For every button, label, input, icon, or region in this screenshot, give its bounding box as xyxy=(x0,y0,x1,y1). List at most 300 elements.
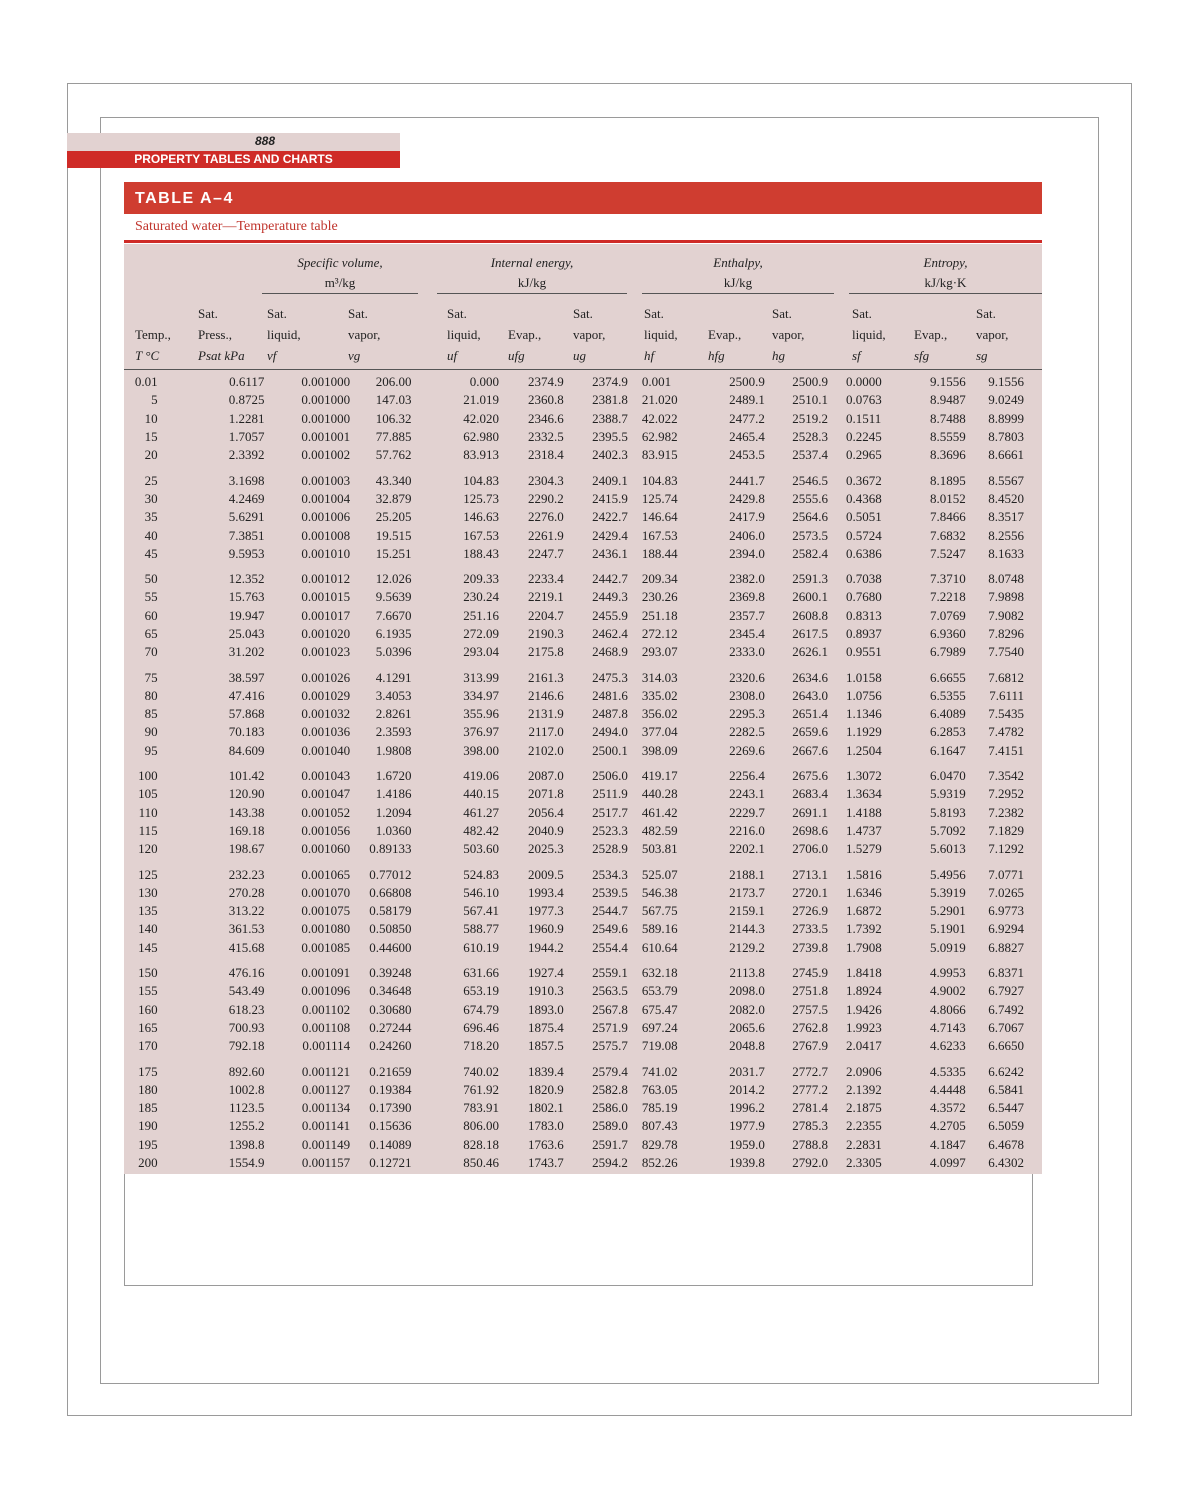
table-cell: 70 xyxy=(144,644,158,660)
table-cell: 2781.4 xyxy=(792,1100,828,1116)
table-cell: 6.7927 xyxy=(988,983,1024,999)
table-cell: 2009.5 xyxy=(528,866,564,882)
table-cell: 40 xyxy=(144,527,158,543)
row-group-gap xyxy=(124,1055,1042,1062)
table-cell: 0.66808 xyxy=(369,884,412,900)
table-cell: 165 xyxy=(138,1019,158,1035)
table-cell: 8.9487 xyxy=(929,392,966,408)
table-cell: 9.5953 xyxy=(228,545,265,561)
table-cell: 1960.9 xyxy=(528,921,564,937)
table-cell: 104.83 xyxy=(463,472,499,488)
table-cell: 2229.7 xyxy=(729,804,765,820)
table-cell: 0.44600 xyxy=(369,939,412,955)
table-cell: 785.19 xyxy=(641,1100,678,1116)
table-row xyxy=(124,767,1042,785)
table-cell: 2071.8 xyxy=(528,786,564,802)
table-cell: 0.6386 xyxy=(846,545,882,561)
table-cell: 356.02 xyxy=(641,706,678,722)
table-cell: 2441.7 xyxy=(729,472,765,488)
column-header-ug-line3: ug xyxy=(573,348,586,363)
table-cell: 0.001008 xyxy=(301,527,351,543)
table-cell: 2534.3 xyxy=(592,866,628,882)
table-cell: 2675.6 xyxy=(792,768,828,784)
table-cell: 5.2901 xyxy=(929,903,966,919)
table-cell: 84.609 xyxy=(228,742,265,758)
table-cell: 0.89133 xyxy=(369,841,412,857)
table-cell: 7.8466 xyxy=(929,509,966,525)
table-cell: 2582.4 xyxy=(792,545,828,561)
table-cell: 829.78 xyxy=(641,1136,678,1152)
table-row xyxy=(124,920,1042,938)
table-cell: 206.00 xyxy=(375,374,412,390)
table-row xyxy=(124,428,1042,446)
table-cell: 7.1829 xyxy=(988,822,1024,838)
table-cell: 2517.7 xyxy=(592,804,628,820)
table-cell: 5.9319 xyxy=(929,786,966,802)
table-cell: 2539.5 xyxy=(592,884,628,900)
table-cell: 2394.0 xyxy=(729,545,765,561)
table-cell: 461.42 xyxy=(641,804,678,820)
table-cell: 2772.7 xyxy=(792,1063,828,1079)
table-cell: 170 xyxy=(138,1038,158,1054)
table-cell: 1.1929 xyxy=(846,724,882,740)
table-cell: 1993.4 xyxy=(528,884,564,900)
table-cell: 2113.8 xyxy=(729,965,765,981)
table-cell: 2360.8 xyxy=(528,392,564,408)
table-cell: 2.2355 xyxy=(846,1118,882,1134)
table-row xyxy=(124,471,1042,489)
table-cell: 2579.4 xyxy=(592,1063,628,1079)
table-row xyxy=(124,570,1042,588)
table-cell: 0.001065 xyxy=(301,866,351,882)
table-cell: 2555.6 xyxy=(792,490,828,506)
column-header-temp-line2: Temp., xyxy=(135,327,171,342)
table-cell: 2.3392 xyxy=(228,447,265,463)
table-cell: 147.03 xyxy=(375,392,412,408)
table-cell: 185 xyxy=(138,1100,158,1116)
table-cell: 4.8066 xyxy=(929,1001,966,1017)
table-cell: 2442.7 xyxy=(592,571,628,587)
page-number-strip xyxy=(67,133,400,151)
table-cell: 2698.6 xyxy=(792,822,828,838)
table-cell: 2082.0 xyxy=(729,1001,765,1017)
table-cell: 6.7067 xyxy=(988,1019,1024,1035)
table-cell: 2600.1 xyxy=(792,589,828,605)
table-cell: 9.1556 xyxy=(929,374,966,390)
table-cell: 2374.9 xyxy=(592,374,628,390)
table-cell: 2455.9 xyxy=(592,607,628,623)
table-cell: 65 xyxy=(144,626,158,641)
column-header-hf-line2: liquid, xyxy=(644,327,678,342)
table-cell: 2256.4 xyxy=(729,768,765,784)
table-cell: 0.001096 xyxy=(301,983,351,999)
table-cell: 43.340 xyxy=(375,472,412,488)
header-bottom-rule xyxy=(124,369,1042,370)
table-cell: 5.6013 xyxy=(929,841,966,857)
table-cell: 0.24260 xyxy=(369,1038,412,1054)
table-cell: 105 xyxy=(138,786,158,802)
table-cell: 1.5279 xyxy=(846,841,882,857)
table-cell: 2233.4 xyxy=(528,571,564,587)
table-cell: 0.14089 xyxy=(369,1136,412,1152)
table-cell: 0.001085 xyxy=(301,939,351,955)
table-cell: 2589.0 xyxy=(592,1118,628,1134)
table-cell: 180 xyxy=(138,1081,158,1097)
table-cell: 2098.0 xyxy=(729,983,765,999)
column-header-vg-line2: vapor, xyxy=(348,327,381,342)
table-cell: 2247.7 xyxy=(528,545,564,561)
table-cell: 2475.3 xyxy=(592,669,628,685)
table-cell: 0.001002 xyxy=(301,447,351,463)
table-cell: 1996.2 xyxy=(729,1100,765,1116)
table-cell: 6.5355 xyxy=(929,687,966,703)
table-cell: 696.46 xyxy=(463,1019,499,1035)
table-cell: 7.7540 xyxy=(988,644,1024,660)
table-cell: 2422.7 xyxy=(592,509,628,525)
table-cell: 0.8725 xyxy=(228,392,265,408)
table-cell: 293.04 xyxy=(463,644,499,660)
table-cell: 313.99 xyxy=(463,669,499,685)
table-row xyxy=(124,1099,1042,1117)
table-cell: 1.0756 xyxy=(846,687,882,703)
table-cell: 5.7092 xyxy=(929,822,966,838)
table-cell: 0.001020 xyxy=(301,626,351,641)
table-row xyxy=(124,1117,1042,1135)
table-cell: 1.8924 xyxy=(846,983,882,999)
table-row xyxy=(124,723,1042,741)
table-cell: 2564.6 xyxy=(792,509,828,525)
table-row xyxy=(124,391,1042,409)
table-cell: 361.53 xyxy=(228,921,265,937)
table-cell: 806.00 xyxy=(463,1118,499,1134)
table-cell: 1802.1 xyxy=(528,1100,564,1116)
table-cell: 1.9923 xyxy=(846,1019,882,1035)
table-cell: 0.7680 xyxy=(846,589,882,605)
table-cell: 50 xyxy=(144,571,158,587)
table-cell: 5.0396 xyxy=(375,644,412,660)
table-cell: 0.001006 xyxy=(301,509,351,525)
table-cell: 167.53 xyxy=(641,527,678,543)
table-cell: 2.1875 xyxy=(846,1100,882,1116)
table-cell: 1820.9 xyxy=(528,1081,564,1097)
table-cell: 0.001017 xyxy=(301,607,351,623)
table-cell: 6.2853 xyxy=(929,724,966,740)
group-header-unit: kJ/kg·K xyxy=(924,275,967,290)
table-cell: 0.001149 xyxy=(301,1136,351,1152)
row-group-gap xyxy=(124,858,1042,865)
table-cell: 2481.6 xyxy=(592,687,628,703)
table-cell: 143.38 xyxy=(228,804,265,820)
table-cell: 4.0997 xyxy=(929,1155,966,1171)
running-head: PROPERTY TABLES AND CHARTS xyxy=(67,151,400,168)
table-cell: 4.2469 xyxy=(228,490,265,506)
table-cell: 6.9360 xyxy=(929,626,966,641)
table-cell: 2573.5 xyxy=(792,527,828,543)
table-cell: 125.73 xyxy=(463,490,499,506)
table-cell: 1002.8 xyxy=(228,1081,265,1097)
table-cell: 20 xyxy=(144,447,158,463)
table-cell: 25.205 xyxy=(375,509,412,525)
table-cell: 7.4151 xyxy=(988,742,1024,758)
table-cell: 610.19 xyxy=(463,939,499,955)
table-cell: 1.2281 xyxy=(228,410,265,426)
table-cell: 850.46 xyxy=(463,1155,499,1171)
table-cell: 106.32 xyxy=(375,410,412,426)
table-cell: 0.34648 xyxy=(369,983,412,999)
table-cell: 35 xyxy=(144,509,158,525)
column-header-vf-line1: Sat. xyxy=(267,306,287,321)
table-cell: 5.6291 xyxy=(228,509,265,525)
table-cell: 7.6111 xyxy=(989,687,1024,703)
table-cell: 1.5816 xyxy=(846,866,882,882)
table-cell: 7.9898 xyxy=(988,589,1024,605)
table-cell: 419.17 xyxy=(641,768,678,784)
table-cell: 62.982 xyxy=(641,429,678,445)
table-cell: 4.4448 xyxy=(929,1081,966,1097)
table-cell: 0.27244 xyxy=(369,1019,412,1035)
table-cell: 0.001052 xyxy=(301,804,351,820)
table-cell: 4.5335 xyxy=(929,1063,966,1079)
table-cell: 2243.1 xyxy=(729,786,765,802)
table-cell: 2374.9 xyxy=(528,374,564,390)
table-cell: 2304.3 xyxy=(528,472,564,488)
table-row xyxy=(124,588,1042,606)
table-cell: 2429.4 xyxy=(592,527,628,543)
table-cell: 230.26 xyxy=(641,589,678,605)
table-cell: 57.868 xyxy=(228,706,265,722)
table-cell: 1977.3 xyxy=(528,903,564,919)
table-cell: 1.3634 xyxy=(846,786,882,802)
table-cell: 57.762 xyxy=(375,447,412,463)
table-cell: 0.001015 xyxy=(301,589,351,605)
group-header-enthalpy xyxy=(642,253,834,293)
group-header-title: Specific volume, xyxy=(297,255,383,270)
table-cell: 1.0158 xyxy=(846,669,882,685)
table-cell: 524.83 xyxy=(463,866,499,882)
table-cell: 0.4368 xyxy=(846,490,882,506)
table-cell: 7.6832 xyxy=(929,527,966,543)
column-header-sf-line2: liquid, xyxy=(852,327,886,342)
table-cell: 2308.0 xyxy=(729,687,765,703)
table-cell: 0.001000 xyxy=(301,410,351,426)
table-cell: 2683.4 xyxy=(792,786,828,802)
table-cell: 1763.6 xyxy=(528,1136,564,1152)
table-cell: 2332.5 xyxy=(528,429,564,445)
table-cell: 0.77012 xyxy=(369,866,412,882)
table-cell: 0.7038 xyxy=(846,571,882,587)
table-cell: 75 xyxy=(144,669,158,685)
table-cell: 0.001141 xyxy=(301,1118,351,1134)
column-header-ug-line2: vapor, xyxy=(573,327,606,342)
table-cell: 0.2245 xyxy=(846,429,882,445)
table-cell: 15 xyxy=(144,429,158,445)
table-cell: 2117.0 xyxy=(528,724,564,740)
table-row xyxy=(124,625,1042,643)
group-header-internal-energy xyxy=(437,253,627,293)
table-cell: 0.001023 xyxy=(301,644,351,660)
table-cell: 1.6872 xyxy=(846,903,882,919)
table-cell: 2345.4 xyxy=(729,626,765,641)
table-cell: 0.50850 xyxy=(369,921,412,937)
table-row xyxy=(124,1081,1042,1099)
table-cell: 169.18 xyxy=(228,822,265,838)
table-cell: 55 xyxy=(144,589,158,605)
table-cell: 7.3542 xyxy=(988,768,1024,784)
table-cell: 8.3517 xyxy=(988,509,1024,525)
table-cell: 12.352 xyxy=(228,571,265,587)
table-cell: 1554.9 xyxy=(228,1155,265,1171)
table-cell: 2659.6 xyxy=(792,724,828,740)
table-cell: 2554.4 xyxy=(592,939,628,955)
table-cell: 2219.1 xyxy=(528,589,564,605)
table-cell: 2048.8 xyxy=(729,1038,765,1054)
table-cell: 7.0265 xyxy=(988,884,1024,900)
table-row xyxy=(124,785,1042,803)
table-cell: 7.5247 xyxy=(929,545,966,561)
table-cell: 2523.3 xyxy=(592,822,628,838)
table-cell: 47.416 xyxy=(228,687,265,703)
table-cell: 461.27 xyxy=(463,804,499,820)
table-cell: 2.0906 xyxy=(846,1063,882,1079)
table-row xyxy=(124,1037,1042,1055)
table-cell: 2402.3 xyxy=(592,447,628,463)
group-rule-entropy xyxy=(849,293,1042,294)
table-cell: 2651.4 xyxy=(792,706,828,722)
table-cell: 6.1935 xyxy=(375,626,412,641)
table-cell: 2667.6 xyxy=(792,742,828,758)
table-cell: 10 xyxy=(144,410,158,426)
group-header-unit: kJ/kg xyxy=(723,275,753,290)
table-cell: 0.8937 xyxy=(846,626,882,641)
table-cell: 2395.5 xyxy=(592,429,628,445)
table-row xyxy=(124,804,1042,822)
column-header-hg-line3: hg xyxy=(772,348,785,363)
table-cell: 83.913 xyxy=(463,447,499,463)
table-cell: 2544.7 xyxy=(592,903,628,919)
table-cell: 2129.2 xyxy=(729,939,765,955)
table-cell: 1910.3 xyxy=(528,983,564,999)
table-id-banner: TABLE A–4 xyxy=(124,182,1042,214)
table-cell: 95 xyxy=(144,742,158,758)
table-cell: 90 xyxy=(144,724,158,740)
column-header-sg-line1: Sat. xyxy=(976,306,996,321)
table-cell: 2025.3 xyxy=(528,841,564,857)
table-cell: 2276.0 xyxy=(528,509,564,525)
table-cell: 2261.9 xyxy=(528,527,564,543)
column-header-hfg-line2: Evap., xyxy=(708,327,742,342)
page-number: 888 xyxy=(255,134,276,148)
table-row xyxy=(124,705,1042,723)
table-cell: 2713.1 xyxy=(792,866,828,882)
table-cell: 9.0249 xyxy=(988,392,1024,408)
table-cell: 1255.2 xyxy=(228,1118,265,1134)
table-cell: 8.5567 xyxy=(988,472,1024,488)
table-cell: 175 xyxy=(138,1063,158,1079)
table-cell: 503.60 xyxy=(463,841,499,857)
table-cell: 19.515 xyxy=(375,527,412,543)
table-cell: 618.23 xyxy=(228,1001,265,1017)
table-cell: 2.8261 xyxy=(375,706,412,722)
table-cell: 588.77 xyxy=(463,921,499,937)
table-row xyxy=(124,508,1042,526)
table-cell: 2762.8 xyxy=(792,1019,828,1035)
group-header-unit: kJ/kg xyxy=(517,275,547,290)
table-cell: 1783.0 xyxy=(528,1118,564,1134)
table-cell: 419.06 xyxy=(463,768,499,784)
column-header-vf-line3: vf xyxy=(267,348,277,363)
table-row xyxy=(124,687,1042,705)
table-cell: 0.19384 xyxy=(369,1081,412,1097)
table-cell: 0.001075 xyxy=(301,903,351,919)
table-row xyxy=(124,982,1042,1000)
table-cell: 2173.7 xyxy=(729,884,765,900)
table-cell: 5.8193 xyxy=(929,804,966,820)
table-cell: 792.18 xyxy=(228,1038,265,1054)
table-cell: 272.12 xyxy=(641,626,678,641)
table-cell: 8.7488 xyxy=(929,410,966,426)
table-cell: 2519.2 xyxy=(792,410,828,426)
table-row xyxy=(124,1001,1042,1019)
table-row xyxy=(124,939,1042,957)
table-cell: 0.001080 xyxy=(301,921,351,937)
table-cell: 6.5841 xyxy=(988,1081,1024,1097)
table-cell: 272.09 xyxy=(463,626,499,641)
table-row xyxy=(124,643,1042,661)
table-caption: Saturated water—Temperature table xyxy=(135,219,338,234)
table-cell: 0.6117 xyxy=(229,374,265,390)
table-cell: 6.5447 xyxy=(988,1100,1024,1116)
table-cell: 6.9294 xyxy=(988,921,1024,937)
table-cell: 9.5639 xyxy=(375,589,412,605)
table-cell: 6.5059 xyxy=(988,1118,1024,1134)
table-cell: 3.4053 xyxy=(375,687,412,703)
table-cell: 4.6233 xyxy=(929,1038,966,1054)
table-cell: 2591.3 xyxy=(792,571,828,587)
table-cell: 2643.0 xyxy=(792,687,828,703)
table-cell: 6.8827 xyxy=(988,939,1024,955)
table-cell: 1.9808 xyxy=(375,742,412,758)
table-cell: 567.41 xyxy=(463,903,499,919)
table-row xyxy=(124,865,1042,883)
table-cell: 355.96 xyxy=(463,706,499,722)
table-cell: 0.39248 xyxy=(369,965,412,981)
table-cell: 2720.1 xyxy=(792,884,828,900)
table-cell: 2582.8 xyxy=(592,1081,628,1097)
table-cell: 6.8371 xyxy=(988,965,1024,981)
table-cell: 610.64 xyxy=(641,939,678,955)
table-cell: 398.00 xyxy=(463,742,499,758)
row-group-gap xyxy=(124,957,1042,964)
table-cell: 0.001029 xyxy=(301,687,351,703)
table-cell: 2269.6 xyxy=(729,742,765,758)
caption-rule xyxy=(124,240,1042,243)
table-cell: 25 xyxy=(144,472,158,488)
table-cell: 6.0470 xyxy=(929,768,966,784)
row-group-gap xyxy=(124,563,1042,570)
table-cell: 0.001060 xyxy=(301,841,351,857)
table-cell: 632.18 xyxy=(641,965,678,981)
table-cell: 2031.7 xyxy=(729,1063,765,1079)
column-header-vg-line3: vg xyxy=(348,348,361,363)
table-cell: 42.022 xyxy=(641,410,678,426)
table-cell: 70.183 xyxy=(228,724,265,740)
table-cell: 2726.9 xyxy=(792,903,828,919)
table-cell: 1839.4 xyxy=(528,1063,564,1079)
table-cell: 8.0152 xyxy=(929,490,966,506)
table-row xyxy=(124,545,1042,563)
table-cell: 0.5051 xyxy=(846,509,882,525)
table-cell: 2188.1 xyxy=(729,866,765,882)
